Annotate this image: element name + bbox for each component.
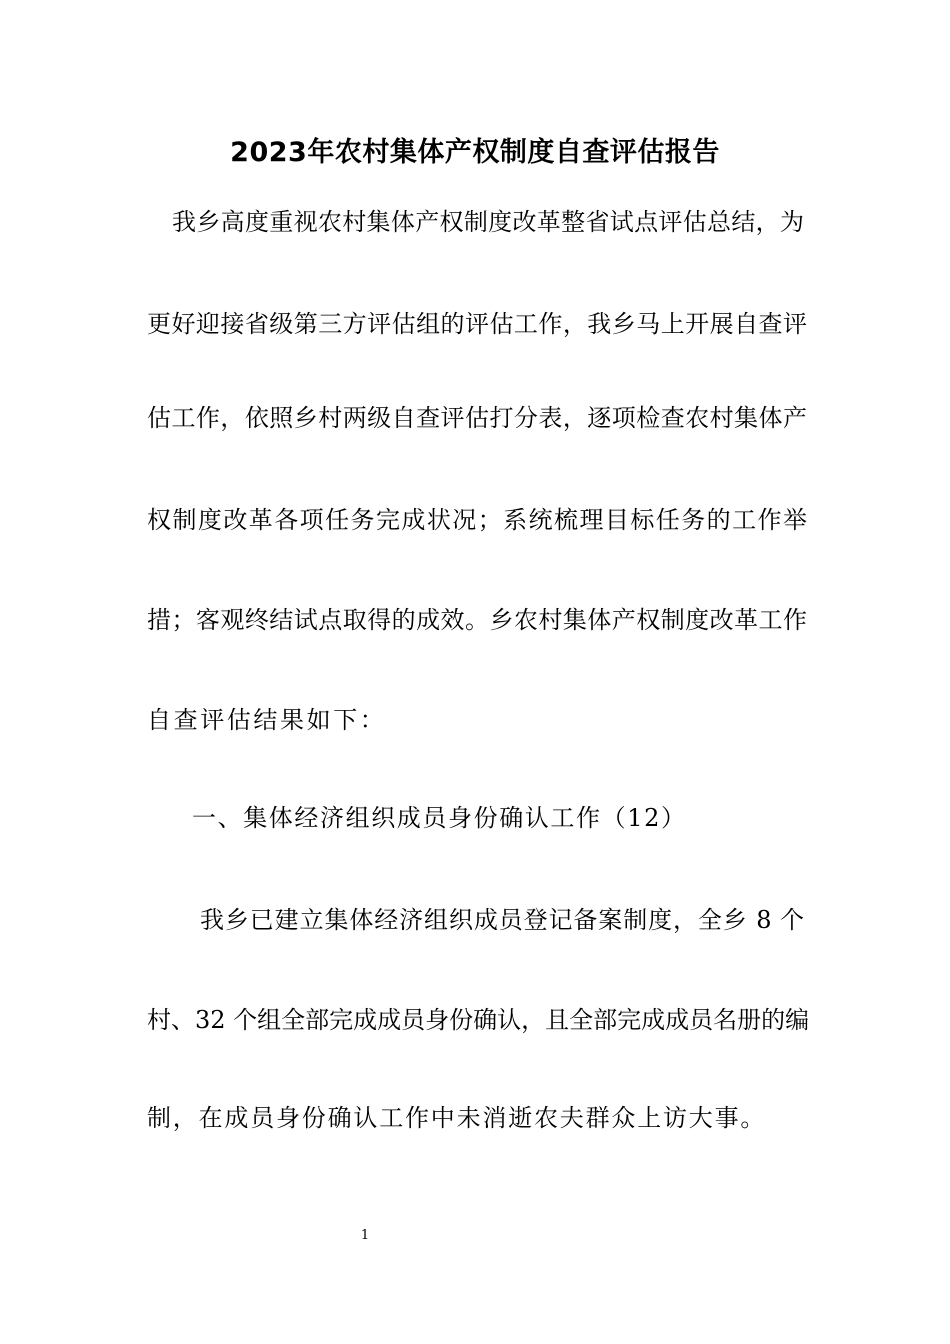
paragraph-line: 村、32 个组全部完成成员身份确认，且全部完成成员名册的编	[147, 1006, 810, 1034]
paragraph-line: 制，在成员身份确认工作中未消逝农夫群众上访大事。	[147, 1104, 767, 1132]
page-number: 1	[360, 1228, 370, 1243]
section-heading: 一、集体经济组织成员身份确认工作（12）	[192, 804, 687, 832]
document-title: 2023年农村集体产权制度自查评估报告	[230, 137, 720, 168]
paragraph-line: 措；客观终结试点取得的成效。乡农村集体产权制度改革工作	[147, 606, 807, 634]
paragraph-line: 更好迎接省级第三方评估组的评估工作，我乡马上开展自查评	[147, 310, 807, 338]
paragraph-line: 估工作，依照乡村两级自查评估打分表，逐项检查农村集体产	[147, 404, 807, 432]
paragraph-line: 自查评估结果如下：	[147, 706, 387, 734]
paragraph-line: 我乡高度重视农村集体产权制度改革整省试点评估总结，为	[172, 208, 804, 236]
paragraph-line: 权制度改革各项任务完成状况；系统梳理目标任务的工作举	[147, 506, 807, 534]
paragraph-line: 我乡已建立集体经济组织成员登记备案制度，全乡 8 个	[200, 906, 804, 934]
